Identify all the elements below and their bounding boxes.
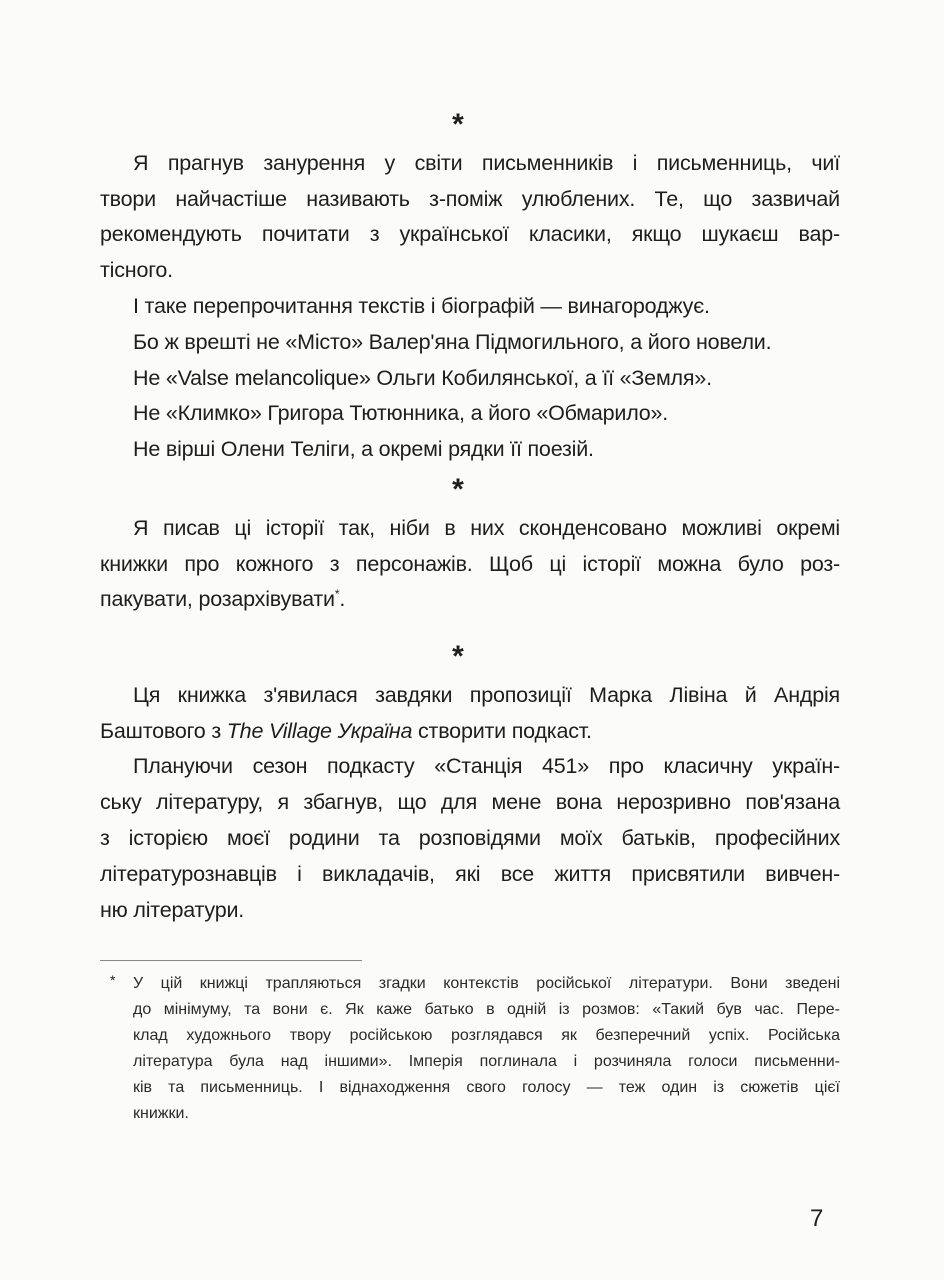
body-line: Плануючи сезон подкасту «Станція 451» про класичну україн-	[133, 754, 840, 778]
footnote-marker: *	[110, 972, 116, 988]
body-line: рекомендують почитати з української класики, якщо шукаєш вар-	[100, 222, 840, 246]
body-line: з історією моєї родини та розповідями моїх батьків, професійних	[100, 826, 840, 850]
footnote-line: література була над іншими». Імперія поглинала і розчиняла голоси письменни-	[133, 1053, 840, 1070]
section-separator: *	[452, 473, 464, 506]
body-line: І таке перепрочитання текстів і біографій — винагороджує.	[133, 294, 710, 318]
publication-name: The Village Україна	[226, 719, 413, 743]
body-line: Бо ж врешті не «Місто» Валер'яна Підмогильного, а його новели.	[133, 330, 772, 354]
body-line: книжки про кожного з персонажів. Щоб ці історії можна було роз-	[100, 552, 840, 576]
footnote-line: клад художнього твору російською розглядався як безперечний успіх. Російська	[133, 1027, 840, 1044]
footnote-line: У цій книжці трапляються згадки контекстів російської літератури. Вони зведені	[133, 975, 840, 992]
body-line: ську літературу, я збагнув, що для мене вона нерозривно пов'язана	[100, 790, 840, 814]
body-line: твори найчастіше називають з-поміж улюблених. Те, що зазвичай	[100, 187, 840, 211]
footnote-line: до мінімуму, та вони є. Як каже батько в одній із розмов: «Такий був час. Пере-	[133, 1001, 840, 1018]
body-line	[100, 585, 840, 613]
footnote-line: книжки.	[133, 1105, 189, 1122]
body-line: Ця книжка з'явилася завдяки пропозиції Марка Лівіна й Андрія	[133, 683, 840, 707]
body-text: .	[339, 587, 346, 611]
body-text: створити подкаст.	[412, 719, 592, 743]
footnote-line: ків та письменниць. І віднаходження свого голосу — теж один із сюжетів цієї	[133, 1079, 840, 1096]
body-line: тісного.	[100, 258, 173, 282]
body-line: Не «Климко» Григора Тютюнника, а його «Обмарило».	[133, 401, 669, 425]
body-line: ню літератури.	[100, 898, 245, 922]
page-number: 7	[810, 1205, 824, 1232]
footnote-reference[interactable]: *	[334, 586, 340, 601]
section-separator: *	[452, 640, 464, 673]
body-line: літературознавців і викладачів, які все життя присвятили вивчен-	[100, 862, 840, 886]
body-line: Я писав ці історії так, ніби в них сконденсовано можливі окремі	[133, 516, 840, 540]
section-separator: *	[452, 108, 464, 141]
body-text: пакувати, розархівувати	[100, 587, 335, 611]
body-line	[100, 717, 840, 745]
body-text: Баштового з	[100, 719, 227, 743]
footnote-divider	[100, 960, 362, 961]
body-line: Не вірші Олени Теліги, а окремі рядки її поезій.	[133, 437, 594, 461]
body-line: Не «Valse melancolique» Ольги Кобилянської, а її «Земля».	[133, 366, 712, 390]
body-line: Я прагнув занурення у світи письменників і письменниць, чиї	[133, 151, 840, 175]
